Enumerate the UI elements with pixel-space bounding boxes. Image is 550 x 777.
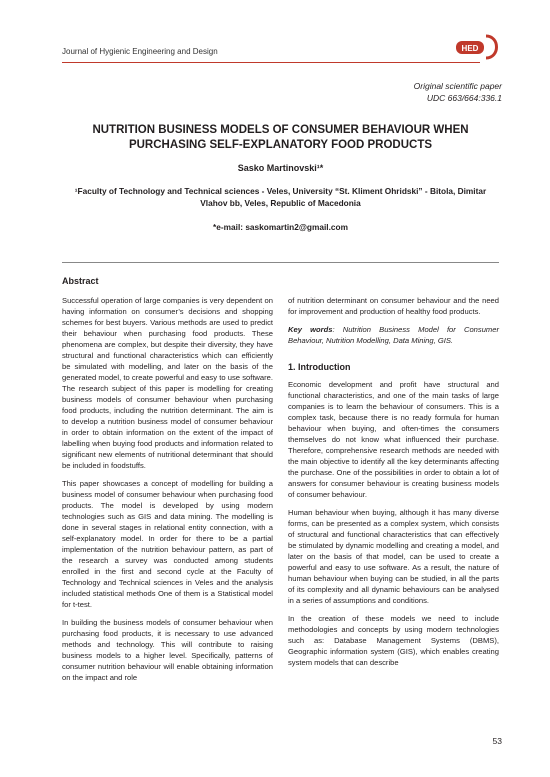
paper-type-block <box>414 80 502 104</box>
author: Sasko Martinovski¹* <box>237 163 324 173</box>
body-paragraph: Economic development and profit have structural and functional characteristics, and one of the main tasks of large companies is to learn the behaviour of consumers. This is a complex task, because there is no ready formula for human behaviour when buying, and often-times the consumers themselves do not know what influenced their purchase. Therefore, comprehensive research methods are needed with the main objective to identify all the key determinants affecting the purchase. One of the possibilities in order to obtain a lot of answers for consumer behaviour is creating business models of consumer behaviour. <box>288 380 499 499</box>
divider <box>62 262 499 263</box>
abstract-paragraph: Successful operation of large companies is very dependent on having information on consumer’s decisions and shopping schemes for best buyers. Various methods are used to predict their behaviour when purchasing food products. These phenomena are complex, but despite their diversity, they have structural and functional characteristics which can efficiently be simulated with modelling, and later on the basis of the generated model, to create powerful and easy to use software. The research subject of this paper is modelling for creating business models of consumer behaviour when purchasing food products, including the nutrition determinant. The aim is to develop a nutrition business model of consumer behaviour in order to obtain information on the extent of the impact of labelling when buying food products and information related to significant new elements of nutritional determinant that should be included in foodstuffs. <box>62 296 273 470</box>
left-column <box>62 295 273 690</box>
affiliation: ¹Faculty of Technology and Technical sciences - Veles, University “St. Kliment Ohridski” - Bitola, Dimitar Vlahov bb, Veles, Republic of Macedonia <box>74 186 487 208</box>
paper-type: Original scientific paper <box>413 81 502 91</box>
section-heading: 1. Introduction <box>288 362 351 372</box>
abstract-paragraph: In building the business models of consumer behaviour when purchasing food products, it is necessary to use advanced methods and technology. This will contribute to raising business models to a higher level. Specifically, patterns of consumer nutrition behaviour will enable obtaining information on the impact and role <box>62 618 273 682</box>
email: *e-mail: saskomartin2@gmail.com <box>213 222 348 232</box>
header-rule <box>62 62 480 63</box>
hed-logo-text: HED <box>461 44 479 53</box>
abstract-paragraph-continued: of nutrition determinant on consumer behaviour and the need for improvement and production of healthy food products. <box>288 296 499 316</box>
keywords-label: Key words <box>288 325 333 334</box>
paper-title: NUTRITION BUSINESS MODELS OF CONSUMER BEHAVIOUR WHEN PURCHASING SELF-EXPLANATORY FOOD PRODUCTS <box>92 124 469 151</box>
abstract-paragraph: This paper showcases a concept of modelling for building a business model of consumer behaviour when purchasing food products. The model is developed by using modern technologies such as GIS and data mining. The modelling is done in several stages in relational entity connection, with a self-explanatory model. In order for there to be a partial implementation of the nutrition behaviour pattern, as part of the research a survey was conducted among students enrolled in the first and second cycle at the Faculty of Technology and Technical sciences in Veles and the analysis included statistical methods One of them is a Statistical model for t-test. <box>62 479 273 609</box>
right-column <box>288 295 499 675</box>
udc-code: UDC 663/664:336.1 <box>426 93 502 103</box>
keywords <box>288 324 499 346</box>
journal-name: Journal of Hygienic Engineering and Design <box>62 47 218 56</box>
keywords-list: : Nutrition Business Model for Consumer Behaviour, Nutrition Modelling, Data Mining, GIS. <box>288 325 499 345</box>
body-paragraph: Human behaviour when buying, although it has many diverse forms, can be presented as a complex system, which consists of structural and functional characteristics that can effectively be stimulated by dynamic modelling and creating a model, and later on the basis of that model, can be used to create a powerful and easy to use software. As a result, the nature of human behaviour when buying can be studied, in all the parts of its complexity and all dynamic behaviours can be analysed in a series of assumptions and conditions. <box>288 508 499 605</box>
body-paragraph: In the creation of these models we need to include methodologies and concepts by using modern technologies such as: Database Management Systems (DBMS), Geographic information system (GIS), which enables creating system models that can describe <box>288 614 499 667</box>
page-number: 53 <box>492 736 502 746</box>
abstract-heading: Abstract <box>62 276 99 286</box>
hed-logo <box>456 34 500 60</box>
